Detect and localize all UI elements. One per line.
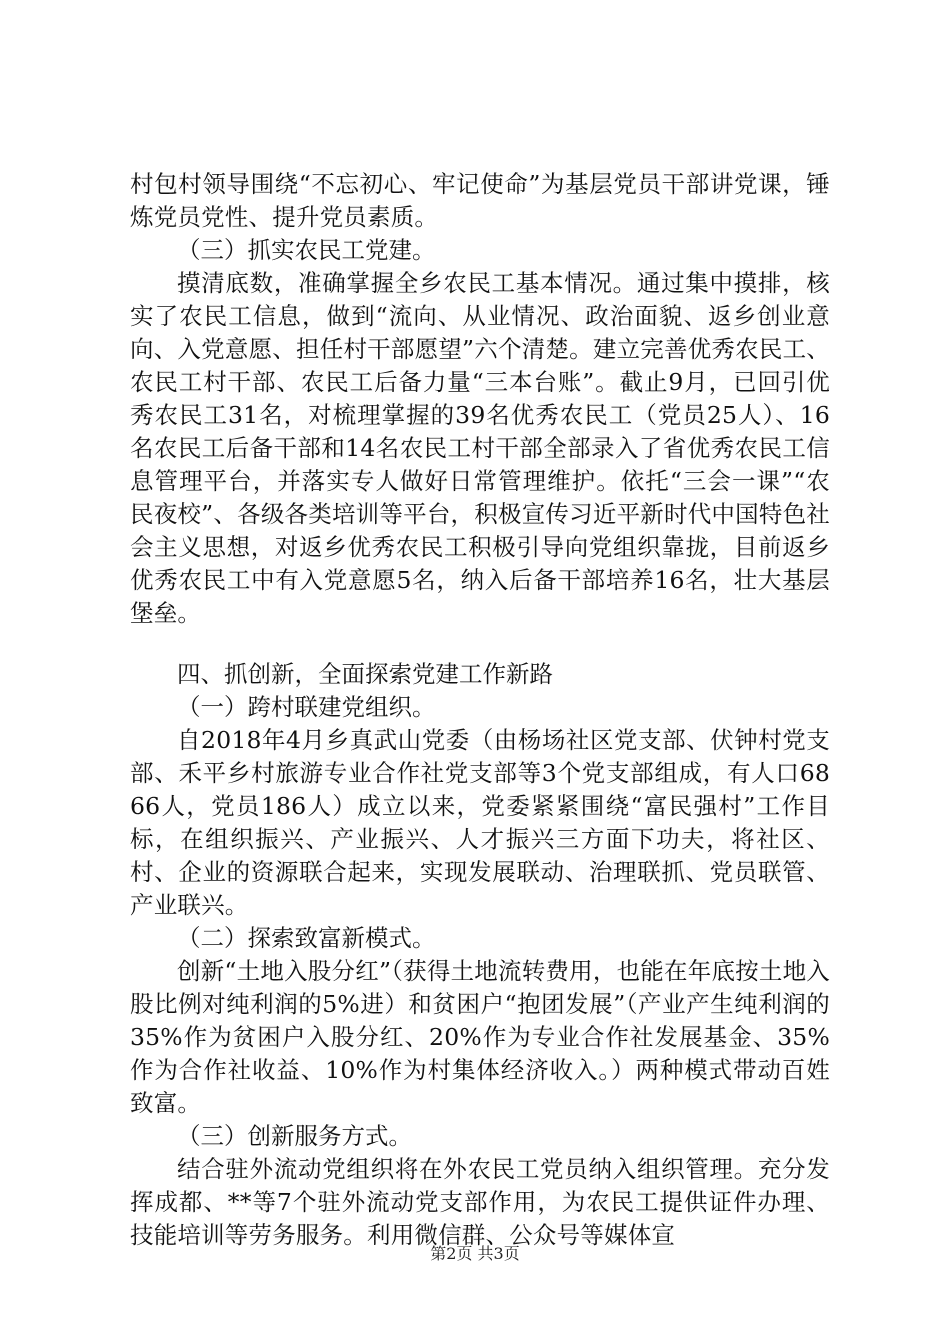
section-heading-2: （二）探索致富新模式。: [177, 924, 436, 952]
paragraph-gap: [130, 630, 830, 658]
paragraph-service: 结合驻外流动党组织将在外农民工党员纳入组织管理。充分发挥成都、**等7个驻外流动党支部作用，为农民工提供证件办理、技能培训等劳务服务。利用微信群、公众号等媒体宣: [130, 1155, 830, 1249]
document-body: [130, 168, 830, 1252]
paragraph-continuation: 村包村领导围绕“不忘初心、牢记使命”为基层党员干部讲党课，锤炼党员党性、提升党员素质。: [130, 170, 830, 231]
section-heading-1: （一）跨村联建党组织。: [177, 693, 436, 721]
page-footer: 第2页 共3页: [430, 1244, 520, 1263]
paragraph-wealth-model: 创新“土地入股分红”（获得土地流转费用，也能在年底按土地入股比例对纯利润的5%进）和贫困户“抱团发展”（产业产生纯利润的35%作为贫困户入股分红、20%作为专业合作社发展基金、35%作为合作社收益、10%作为村集体经济收入。）两种模式带动百姓致富。: [130, 957, 830, 1117]
section-heading-3: （三）抓实农民工党建。: [177, 236, 436, 264]
chapter-heading-4: 四、抓创新，全面探索党建工作新路: [177, 660, 553, 688]
paragraph-migrant-workers: 摸清底数，准确掌握全乡农民工基本情况。通过集中摸排，核实了农民工信息，做到“流向、从业情况、政治面貌、返乡创业意向、入党意愿、担任村干部愿望”六个清楚。建立完善优秀农民工、农民工村干部、农民工后备力量“三本台账”。截止9月，已回引优秀农民工31名，对梳理掌握的39名优秀农民工（党员25人）、16名农民工后备干部和14名农民工村干部全部录入了省优秀农民工信息管理平台，并落实专人做好日常管理维护。依托“三会一课”“农民夜校”、各级各类培训等平台，积极宣传习近平新时代中国特色社会主义思想，对返乡优秀农民工积极引导向党组织靠拢，目前返乡优秀农民工中有入党意愿5名，纳入后备干部培养16名，壮大基层堡垒。: [130, 269, 830, 627]
section-heading-3b: （三）创新服务方式。: [177, 1122, 412, 1150]
paragraph-cross-village: 自2018年4月乡真武山党委（由杨场社区党支部、伏钟村党支部、禾平乡村旅游专业合作社党支部等3个党支部组成，有人口6866人，党员186人）成立以来，党委紧紧围绕“富民强村”工作目标，在组织振兴、产业振兴、人才振兴三方面下功夫，将社区、村、企业的资源联合起来，实现发展联动、治理联抓、党员联管、产业联兴。: [130, 726, 830, 919]
